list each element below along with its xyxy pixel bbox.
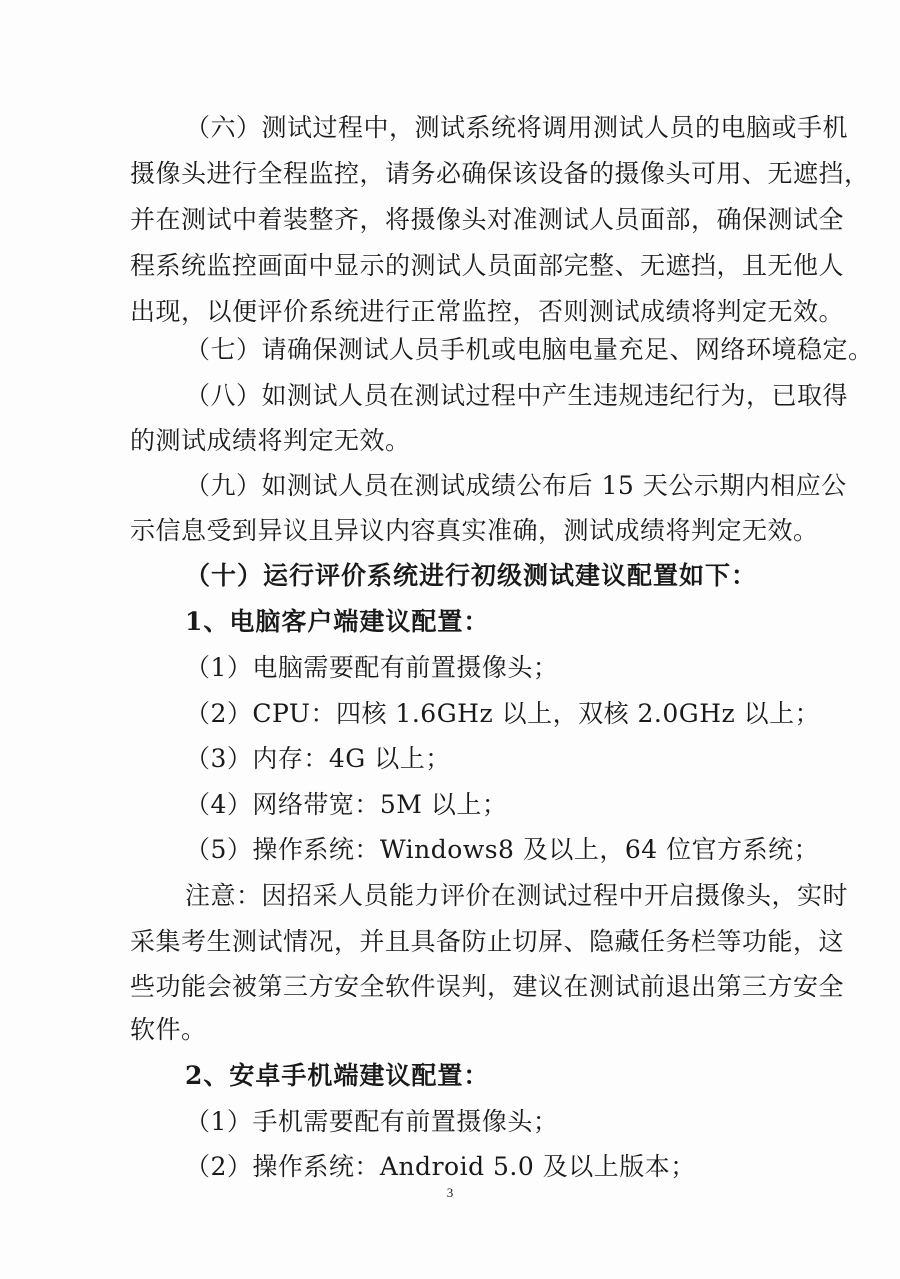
pc-item-1: （1）电脑需要配有前置摄像头； (185, 653, 559, 682)
note-line-1: 注意：因招采人员能力评价在测试过程中开启摄像头，实时 (185, 881, 849, 910)
note-line-4: 软件。 (130, 1015, 207, 1044)
note-line-3: 些功能会被第三方安全软件误判，建议在测试前退出第三方安全 (130, 972, 845, 1001)
pc-item-2: （2）CPU：四核 1.6GHz 以上，双核 2.0GHz 以上； (185, 699, 821, 728)
pc-item-5: （5）操作系统：Windows8 及以上，64 位官方系统； (185, 835, 820, 864)
pc-config-heading: 1、电脑客户端建议配置： (185, 607, 490, 636)
paragraph-9-line-2: 示信息受到异议且异议内容真实准确，测试成绩将判定无效。 (130, 516, 819, 545)
paragraph-7-line-1: （七）请确保测试人员手机或电脑电量充足、网络环境稳定。 (185, 335, 874, 364)
pc-item-4: （4）网络带宽：5M 以上； (185, 790, 508, 819)
pc-item-3: （3）内存：4G 以上； (185, 744, 451, 773)
page-number: 3 (446, 1185, 454, 1200)
paragraph-10-heading: （十）运行评价系统进行初级测试建议配置如下： (185, 561, 758, 590)
paragraph-6-line-4: 程系统监控画面中显示的测试人员面部完整、无遮挡，且无他人 (130, 251, 845, 280)
paragraph-9-line-1: （九）如测试人员在测试成绩公布后 15 天公示期内相应公 (185, 471, 847, 500)
android-item-1: （1）手机需要配有前置摄像头； (185, 1107, 559, 1136)
paragraph-8-line-2: 的测试成绩将判定无效。 (130, 426, 411, 455)
paragraph-6-line-5: 出现，以便评价系统进行正常监控，否则测试成绩将判定无效。 (130, 297, 845, 326)
paragraph-6-line-1: （六）测试过程中，测试系统将调用测试人员的电脑或手机 (185, 113, 849, 142)
note-line-2: 采集考生测试情况，并且具备防止切屏、隐藏任务栏等功能，这 (130, 927, 845, 956)
paragraph-8-line-1: （八）如测试人员在测试过程中产生违规违纪行为，已取得 (185, 381, 849, 410)
android-config-heading: 2、安卓手机端建议配置： (185, 1061, 490, 1090)
android-item-2: （2）操作系统：Android 5.0 及以上版本； (185, 1152, 696, 1181)
paragraph-6-line-3: 并在测试中着装整齐，将摄像头对准测试人员面部，确保测试全 (130, 205, 845, 234)
paragraph-6-line-2: 摄像头进行全程监控，请务必确保该设备的摄像头可用、无遮挡， (130, 159, 870, 188)
